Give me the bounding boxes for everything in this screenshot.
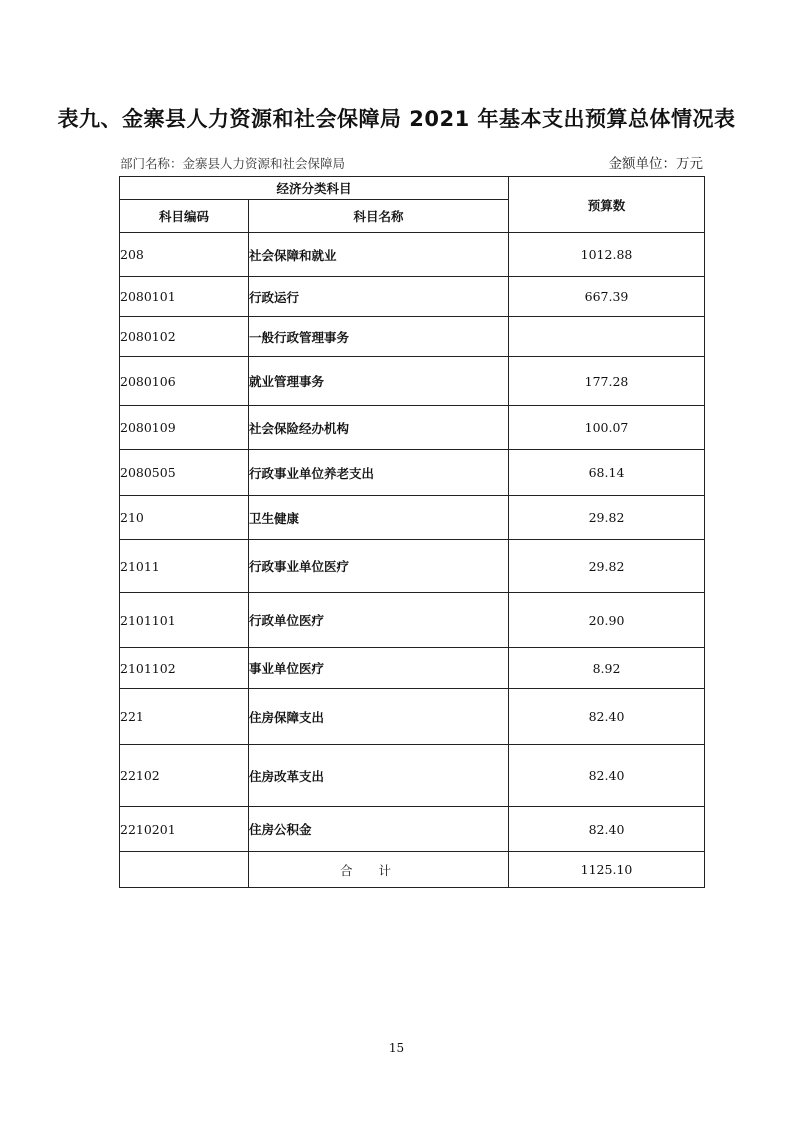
table-row <box>120 540 705 593</box>
row-code: 22102 <box>120 745 249 807</box>
row-amount: 1012.88 <box>509 233 705 277</box>
row-code: 2101102 <box>120 648 249 689</box>
page-title: 表九、金寨县人力资源和社会保障局 2021 年基本支出预算总体情况表 <box>57 107 736 131</box>
table-row <box>120 807 705 852</box>
table-row <box>120 406 705 450</box>
row-amount: 100.07 <box>509 406 705 450</box>
row-amount: 667.39 <box>509 277 705 317</box>
row-amount <box>509 317 705 357</box>
total-amount: 1125.10 <box>509 852 705 888</box>
row-amount: 8.92 <box>509 648 705 689</box>
table-row <box>120 450 705 496</box>
budget-table <box>119 176 705 888</box>
row-name: 事业单位医疗 <box>249 648 509 689</box>
row-code: 221 <box>120 689 249 745</box>
row-code: 2080101 <box>120 277 249 317</box>
header-code: 科目编码 <box>120 200 249 233</box>
row-name: 卫生健康 <box>249 496 509 540</box>
row-amount: 82.40 <box>509 689 705 745</box>
row-name: 住房公积金 <box>249 807 509 852</box>
row-amount: 29.82 <box>509 540 705 593</box>
table-row <box>120 496 705 540</box>
row-amount: 82.40 <box>509 807 705 852</box>
header-group: 经济分类科目 <box>120 177 509 200</box>
row-name: 住房保障支出 <box>249 689 509 745</box>
total-code-cell <box>120 852 249 888</box>
row-code: 2080109 <box>120 406 249 450</box>
row-amount: 82.40 <box>509 745 705 807</box>
row-code: 2080505 <box>120 450 249 496</box>
unit-label: 金额单位：万元 <box>608 156 703 172</box>
table-row <box>120 277 705 317</box>
page-number: 15 <box>388 1041 405 1055</box>
table-row <box>120 593 705 648</box>
row-name: 行政事业单位医疗 <box>249 540 509 593</box>
row-name: 社会保障和就业 <box>249 233 509 277</box>
table-row <box>120 233 705 277</box>
total-label: 合计 <box>249 852 509 888</box>
row-code: 2080106 <box>120 357 249 406</box>
table-row <box>120 689 705 745</box>
header-name: 科目名称 <box>249 200 509 233</box>
row-code: 21011 <box>120 540 249 593</box>
department-label: 部门名称：金寨县人力资源和社会保障局 <box>120 156 346 171</box>
row-code: 210 <box>120 496 249 540</box>
row-name: 社会保险经办机构 <box>249 406 509 450</box>
table-row <box>120 745 705 807</box>
header-amount: 预算数 <box>509 177 705 233</box>
row-code: 208 <box>120 233 249 277</box>
row-name: 一般行政管理事务 <box>249 317 509 357</box>
row-name: 住房改革支出 <box>249 745 509 807</box>
row-amount: 29.82 <box>509 496 705 540</box>
row-code: 2080102 <box>120 317 249 357</box>
table-row <box>120 648 705 689</box>
row-amount: 177.28 <box>509 357 705 406</box>
row-amount: 20.90 <box>509 593 705 648</box>
row-name: 就业管理事务 <box>249 357 509 406</box>
table-row <box>120 357 705 406</box>
row-name: 行政单位医疗 <box>249 593 509 648</box>
row-code: 2210201 <box>120 807 249 852</box>
total-row <box>120 852 705 888</box>
row-name: 行政事业单位养老支出 <box>249 450 509 496</box>
row-name: 行政运行 <box>249 277 509 317</box>
row-amount: 68.14 <box>509 450 705 496</box>
table-row <box>120 317 705 357</box>
row-code: 2101101 <box>120 593 249 648</box>
